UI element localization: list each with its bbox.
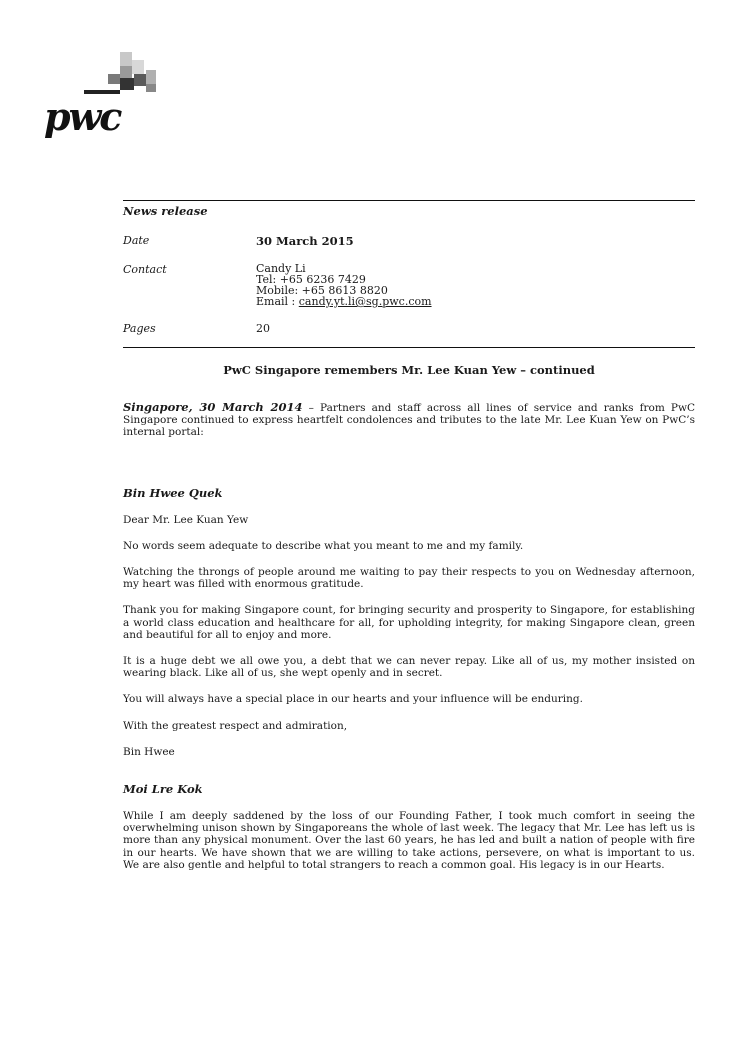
date-value: 30 March 2015 xyxy=(256,234,354,248)
contact-email-prefix: Email : xyxy=(256,295,299,308)
tribute-1-signature: Bin Hwee xyxy=(123,745,175,758)
tribute-author-2: Moi Lre Kok xyxy=(123,782,203,797)
pages-label: Pages xyxy=(123,322,156,335)
document-body xyxy=(123,200,695,871)
contact-tel: Tel: +65 6236 7429 xyxy=(256,273,366,286)
tribute-1-paragraph: Thank you for making Singapore count, for bringing security and prosperity to Singapore, for establishing a world class education and healthcare for all, for upholding integrity, for making Singapore clean, green and beautiful for all to enjoy and more. xyxy=(123,604,695,641)
intro-text: – Partners and staff across all lines of service and ranks from PwC Singapore continued to express heartfelt condolences and tributes to the late Mr. Lee Kuan Yew on PwC’s internal portal: xyxy=(123,402,695,439)
date-row xyxy=(123,234,695,248)
tribute-1-paragraph: It is a huge debt we all owe you, a debt that we can never repay. Like all of us, my mother insisted on wearing black. Like all of us, she wept openly and in secret. xyxy=(123,655,695,680)
intro-paragraph xyxy=(123,401,695,439)
bottom-rule xyxy=(123,347,695,348)
tribute-1-paragraph: With the greatest respect and admiration, xyxy=(123,719,348,732)
date-label: Date xyxy=(123,234,150,247)
intro-lead: Singapore, 30 March 2014 xyxy=(123,400,303,414)
tribute-1-paragraph: Watching the throngs of people around me waiting to pay their respects to you on Wednesday afternoon, my heart was filled with enormous gratitude. xyxy=(123,566,695,591)
tribute-author-1: Bin Hwee Quek xyxy=(123,485,223,500)
pages-row xyxy=(123,322,695,335)
logo-text: pwc xyxy=(44,94,121,139)
tribute-1-paragraph: You will always have a special place in our hearts and your influence will be enduring. xyxy=(123,693,583,706)
contact-mobile: Mobile: +65 8613 8820 xyxy=(256,284,388,297)
contact-details xyxy=(256,263,695,307)
contact-email-link[interactable]: candy.yt.li@sg.pwc.com xyxy=(298,295,432,308)
meta-block xyxy=(123,204,695,335)
section-label: News release xyxy=(123,204,208,218)
tribute-1-paragraph: Dear Mr. Lee Kuan Yew xyxy=(123,513,249,526)
release-title: PwC Singapore remembers Mr. Lee Kuan Yew – continued xyxy=(223,363,595,377)
top-rule xyxy=(123,200,695,201)
contact-name: Candy Li xyxy=(256,262,306,275)
contact-row xyxy=(123,263,695,307)
pages-value: 20 xyxy=(256,322,270,335)
tribute-2-paragraph: While I am deeply saddened by the loss of our Founding Father, I took much comfort in seeing the overwhelming unison shown by Singaporeans the whole of last week. The legacy that Mr. Lee has left us is more than any physical monument. Over the last 60 years, he has led and built a nation of people with fire in our hearts. We have shown that we are willing to take actions, persevere, on what is important to us. We are also gentle and helpful to total strangers to reach a common goal. His legacy is in our Hearts. xyxy=(123,810,695,871)
tribute-1-paragraph: No words seem adequate to describe what you meant to me and my family. xyxy=(123,539,524,552)
contact-label: Contact xyxy=(123,263,167,276)
pwc-logo xyxy=(44,44,164,148)
